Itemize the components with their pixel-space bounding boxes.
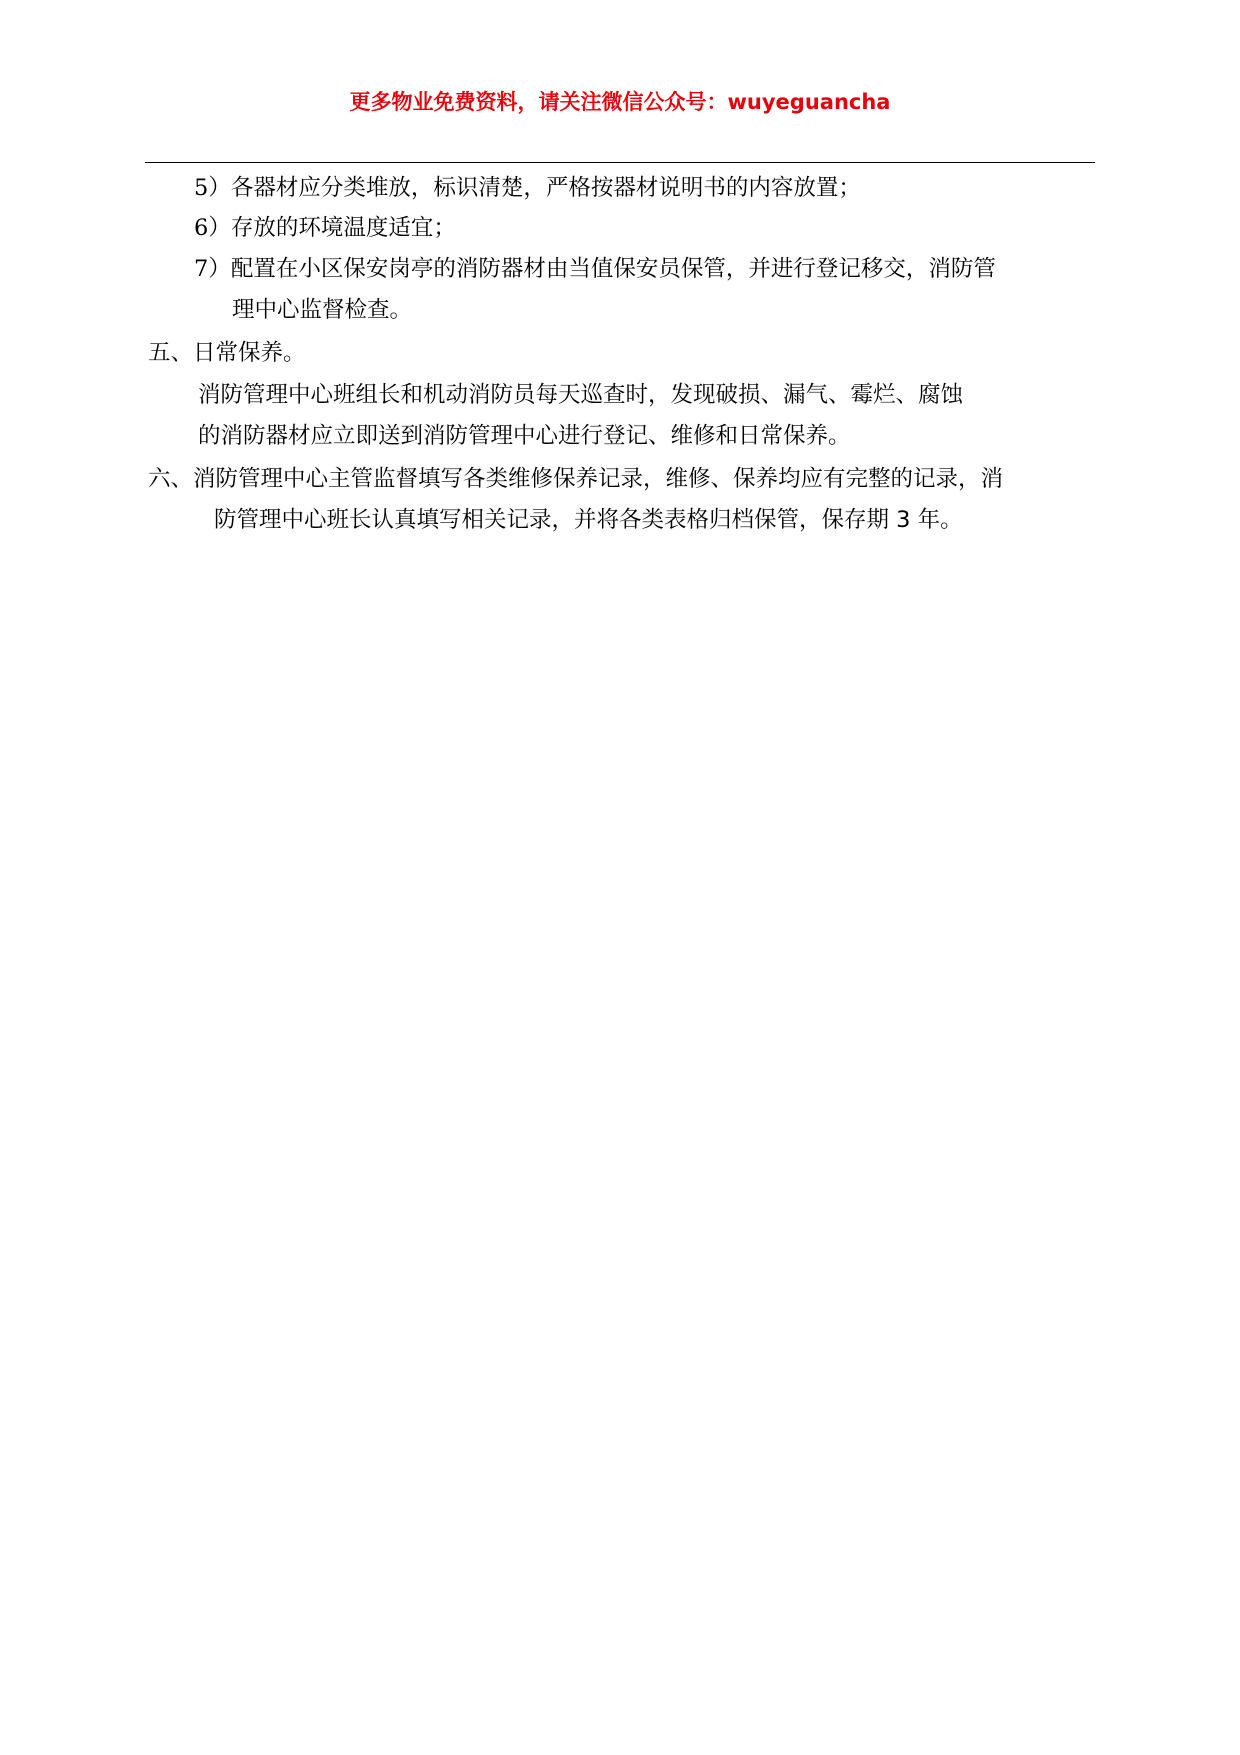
list-item-5: 5）各器材应分类堆放，标识清楚，严格按器材说明书的内容放置；	[194, 175, 861, 201]
header-notice: 更多物业免费资料，请关注微信公众号：wuyeguancha	[349, 90, 891, 114]
list-item-7-line-1: 7）配置在小区保安岗亭的消防器材由当值保安员保管，并进行登记移交，消防管	[194, 256, 996, 282]
section-5-paragraph-line-2: 的消防器材应立即送到消防管理中心进行登记、维修和日常保养。	[198, 423, 851, 449]
header-divider	[145, 162, 1095, 163]
section-5-paragraph-line-1: 消防管理中心班组长和机动消防员每天巡查时，发现破损、漏气、霉烂、腐蚀	[198, 382, 964, 408]
list-item-7-line-2: 理中心监督检查。	[232, 297, 413, 323]
section-5-heading: 五、日常保养。	[148, 340, 306, 366]
list-item-6: 6）存放的环境温度适宜；	[194, 215, 456, 241]
section-6-line-1: 六、消防管理中心主管监督填写各类维修保养记录，维修、保养均应有完整的记录，消	[148, 466, 1004, 492]
section-6-line-2: 防管理中心班长认真填写相关记录，并将各类表格归档保管，保存期 3 年。	[214, 507, 963, 533]
